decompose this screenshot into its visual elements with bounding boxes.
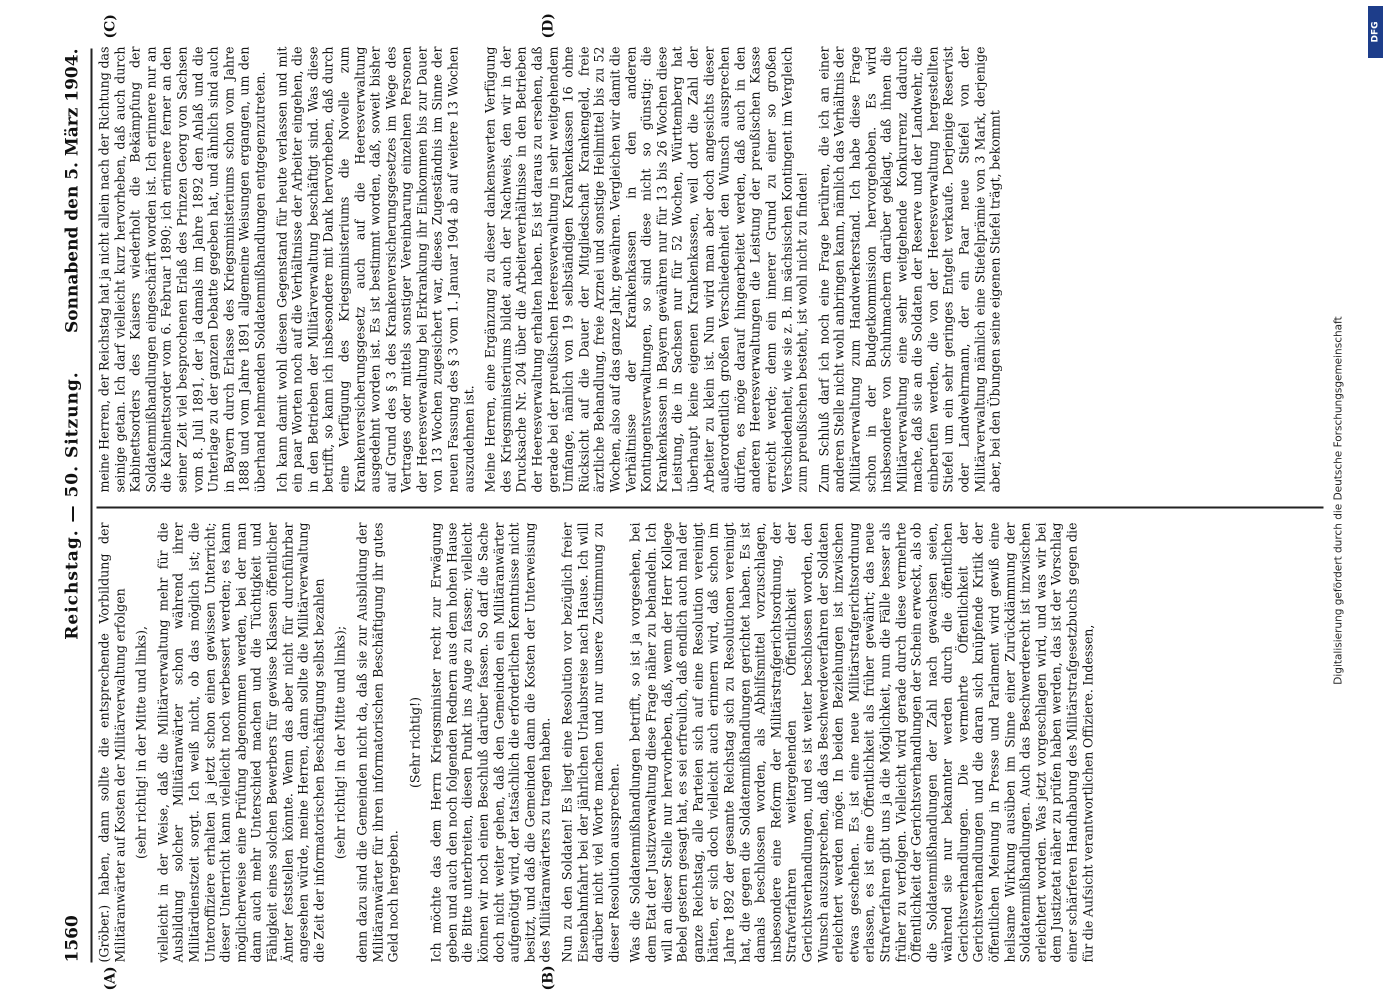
dfg-logo: DFG (1368, 6, 1383, 58)
margin-marker-d: (D) (540, 12, 556, 38)
page-header (48, 48, 92, 962)
right-column (96, 46, 1323, 492)
margin-marker-b: (B) (540, 964, 556, 990)
paragraph: Ich kann damit wohl diesen Gegenstand für heute verlassen und mit ein paar Worten noch auf die Verhältnisse der Arbeiter eingehen, die in den Betrieben der Militärverwaltung beschäftigt sind. Was diese betrifft, so kann ich insbesondere mit Dank hervorheben, daß durch eine Verfügung des Kriegsministeriums die Novelle zum Krankenversicherungsgesetz auch auf die Heeresverwaltung ausgedehnt worden ist. Es ist bestimmt worden, daß, soweit bisher auf Grund des § 3 des Krankenversicherungsgesetzes im Wege des Vertrages oder mittels sonstiger Vereinbarung einzelnen Personen der Heeresverwaltung bei Erkrankung ihr Einkommen bis zur Dauer von 13 Wochen zugesichert war, dieses Zugeständnis im Sinne der neuen Fassung des § 3 vom 1. Januar 1904 ab auf weitere 13 Wochen auszudehnen ist. (273, 46, 476, 492)
paragraph: Meine Herren, eine Ergänzung zu dieser dankenswerten Verfügung des Kriegsministeriums bildet auch der Nachweis, den wir in der Drucksache Nr. 204 über die Arbeiterverhältnisse in den Betrieben der Heeresverwaltung erhalten haben. Es ist daraus zu ersehen, daß gerade bei der preußischen Heeresverwaltung in sehr weitgehendem Umfange, nämlich von 19 selbständigen Krankenkassen 16 ohne Rücksicht auf die Dauer der Mitgliedschaft Krankengeld, freie ärztliche Behandlung, freie Arznei und sonstige Heilmittel bis zu 52 Wochen, also auf das ganze Jahr, gewähren. Vergleichen wir damit die Verhältnisse der Krankenkassen in den anderen Kontingentsverwaltungen, so sind diese nicht so günstig: die Krankenkassen in Bayern gewähren nur für 13 bis 26 Wochen diese Leistung, die in Sachsen nur für 52 Wochen, Württemberg hat überhaupt keine eigenen Krankenkassen, weil dort die Zahl der Arbeiter zu klein ist. Nun wird man aber doch angesichts dieser außerordentlich großen Verschiedenheit den Wunsch aussprechen dürfen, es möge darauf hingearbeitet werden, daß auch in den anderen Heeresverwaltungen die Leistung der preußischen Kasse erreicht werde; denn ein innerer Grund zu einer so großen Verschiedenheit, wie sie z. B. im sächsischen Kontingent im Vergleich zum preußischen besteht, ist wohl nicht zu finden! (482, 46, 810, 492)
interjection: (sehr richtig! in der Mitte und links), (133, 625, 149, 859)
interjection: (sehr richtig! in der Mitte und links); (332, 625, 348, 859)
column-divider (96, 506, 1323, 508)
interjection: (Sehr richtig!) (406, 696, 422, 788)
paragraph: Zum Schluß darf ich noch eine Frage berühren, die ich an einer anderen Stelle nicht wohl anbringen kann, nämlich das Verhältnis der Militärverwaltung zum Handwerkerstand. Ich habe diese Frage schon in der Budgetkommission hervorgehoben. Es wird insbesondere von Schuhmachern darüber geklagt, daß ihnen die Militärverwaltung eine sehr weitgehende Konkurrenz dadurch mache, daß sie an die Soldaten der Reserve und der Landwehr, die einberufen werden, die von der Heeresverwaltung hergestellten Stiefel um ein sehr geringes Entgelt verkaufe. Derjenige Reservist oder Landwehrmann, der ein Paar neue Stiefel von der Militärverwaltung nämlich eine Stiefelprämie von 3 Mark, derjenige aber, bei den Übungen seine eigenen Stiefel trägt, bekommt (815, 46, 1003, 492)
paragraph: denn dazu sind die Gemeinden nicht da, daß sie zur Ausbildung der Militäranwärter für ihren informatorischen Beschäftigung ihr gutes Geld noch hergeben. (353, 522, 401, 962)
session-title: Reichstag. — 50. Sitzung. (62, 370, 82, 640)
paragraph: Was die Soldatenmißhandlungen betrifft, so ist ja vorgesehen, bei dem Etat der Justizverwaltung diese Frage näher zu behandeln. Ich will an dieser Stelle nur hervorheben, daß, wenn der Herr Kollege Bebel gestern gesagt hat, es sei erfreulich, daß endlich auch mal der ganze Reichstag, alle Parteien sich auf eine Resolution vereinigt hätten, er sich doch vielleicht auch erinnern wird, daß schon im Jahre 1892 der gesamte Reichstag sich zu Resolutionen vereinigt hat, die gegen die Soldatenmißhandlungen gerichtet haben. Es ist damals beschlossen worden, als Abhilfsmittel vorzuschlagen, insbesondere eine Reform der Militärstrafgerichtsordnung, der Strafverfahren weitergehenden Öffentlichkeit der Gerichtsverhandlungen, und es ist weiter beschlossen worden, den Wunsch auszusprechen, daß das Beschwerdeverfahren der Soldaten erleichtert werden möge. In beiden Beziehungen ist inzwischen etwas geschehen. Es ist eine neue Militärstrafgerichtsordnung erlassen, es ist eine Öffentlichkeit als früher gewährt; das neue Strafverfahren gibt uns ja die Möglichkeit, nun die Fälle besser als früher zu verfolgen. Vielleicht wird gerade durch diese vermehrte Öffentlichkeit der Gerichtsverhandlungen der Schein erweckt, als ob die Soldatenmißhandlungen der Zahl nach gewachsen seien, während sie nur bekannter werden durch die öffentlichen Gerichtsverhandlungen. Die vermehrte Öffentlichkeit der Gerichtsverhandlungen und die daran sich knüpfende Kritik der öffentlichen Meinung in Presse und Parlament wird gewiß eine heilsame Wirkung ausüben im Sinne einer Zurückdämmung der Soldatenmißhandlungen. Auch das Beschwerderecht ist inzwischen erleichtert worden. Was jetzt vorgeschlagen wird, und was wir bei dem Justizetat näher zu prüfen haben werden, das ist der Vorschlag einer schärferen Handhabung des Militärstrafgesetzbuchs gegen die für die Aufsicht verantwortlichen Offiziere. Indessen, (627, 522, 1095, 962)
paragraph: Ich möchte das dem Herrn Kriegsminister recht zur Erwägung geben und auch den noch folgenden Rednern aus dem hohen Hause die Bitte unterbreiten, diesen Punkt ins Auge zu fassen; vielleicht können wir noch einen Beschluß darüber fassen. So darf die Sache doch nicht weiter gehen, daß den Gemeinden ein Militäranwärter aufgenötigt wird, der tatsächlich die erforderlichen Kenntnisse nicht besitzt, und daß die Gemeinden dann die Kosten der Unterweisung des Militäranwärters zu tragen haben. (428, 522, 553, 962)
digitization-credit: Digitalisierung gefördert durch die Deutsche Forschungsgemeinschaft (1332, 315, 1344, 685)
paragraph: vielleicht in der Weise, daß die Militärverwaltung mehr für die Ausbildung solcher Militäranwärter schon während ihrer Militärdienstzeit sorgt. Ich weiß nicht, ob das möglich ist; die Unteroffiziere erhalten ja jetzt schon einen gewissen Unterricht; dieser Unterricht kann vielleicht noch verbessert werden; es kann möglicherweise eine Prüfung abgenommen werden, bei der man dann auch mehr Unterschied machen und die Tüchtigkeit und Fähigkeit eines solchen Bewerbers für gewisse Klassen öffentlicher Ämter feststellen könnte. Wenn das aber nicht für durchführbar angesehen würde, meine Herren, dann sollte die Militärverwaltung die Zeit der informatorischen Beschäftigung selbst bezahlen (154, 522, 326, 962)
paragraph: Nun zu den Soldaten! Es liegt eine Resolution vor bezüglich freier Eisenbahnfahrt bei der jährlichen Urlaubsreise nach Hause. Ich will darüber nicht viel Worte machen und nur unsere Zustimmung zu dieser Resolution aussprechen. (559, 522, 621, 962)
margin-marker-c: (C) (102, 13, 118, 38)
margin-marker-a: (A) (102, 965, 118, 990)
page-number: 1560 (62, 914, 82, 962)
paragraph: meine Herren, der Reichstag hat ja nicht allein nach der Richtung das seinige getan. Ich darf vielleicht kurz hervorheben, daß auch durch Kabinettsorders des Kaisers wiederholt die Bekämpfung der Soldatenmißhandlungen eingeschärft worden ist. Ich erinnere nur an die Kabinettsorder vom 6. Februar 1890; ich erinnere ferner an den seiner Zeit viel besprochenen Erlaß des Prinzen Georg von Sachsen vom 8. Juli 1891, der ja damals im Jahre 1892 den Anlaß und die Unterlage zu der ganzen Debatte gegeben hat, und ähnlich sind auch in Bayern durch Erlasse des Kriegsministeriums schon vom Jahre 1888 und vom Jahre 1891 allgemeine Weisungen ergangen, um den überhand nehmenden Soldatenmißhandlungen entgegenzutreten. (96, 46, 267, 492)
left-column (96, 522, 1323, 962)
paragraph: (Gröber.) haben, dann sollte die entsprechende Vorbildung der Militäranwärter auf Kosten der Militärverwaltung erfolgen (96, 522, 127, 962)
session-date: Sonnabend den 5. März 1904. (62, 48, 82, 333)
